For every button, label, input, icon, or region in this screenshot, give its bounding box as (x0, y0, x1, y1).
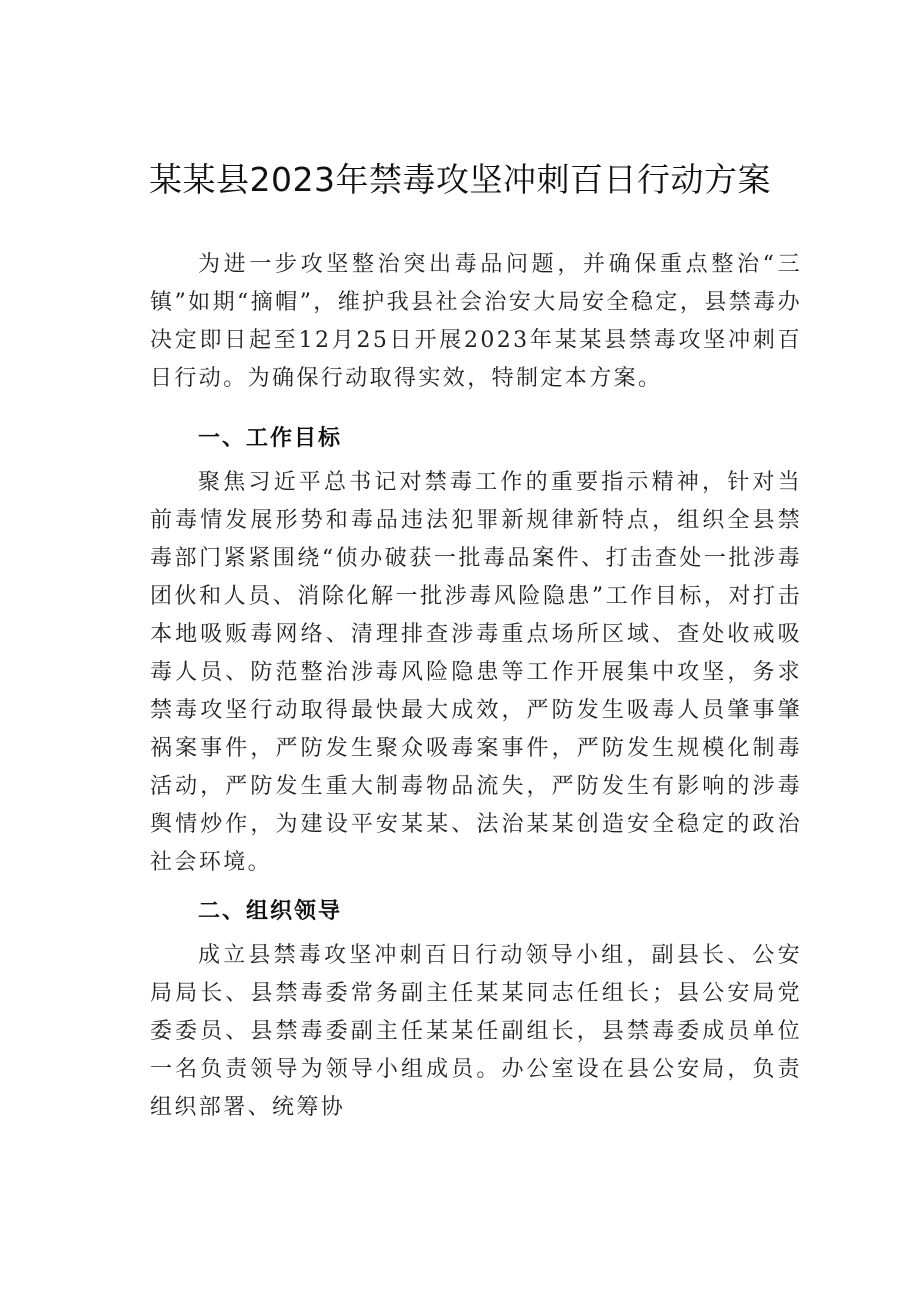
intro-paragraph: 为进一步攻坚整治突出毒品问题，并确保重点整治“三镇”如期“摘帽”，维护我县社会治安大局安全稳定，县禁毒办决定即日起至12月25日开展2023年某某县禁毒攻坚冲刺百日行动。为确保行动取得实效，特制定本方案。 (150, 252, 802, 391)
document-title: 某某县2023年禁毒攻坚冲刺百日行动方案 (149, 160, 771, 199)
organization-paragraph: 成立县禁毒攻坚冲刺百日行动领导小组，副县长、公安局局长、县禁毒委常务副主任某某同志任组长；县公安局党委委员、县禁毒委副主任某某任副组长，县禁毒委成员单位一名负责领导为领导小组成员。办公室设在县公安局，负责组织部署、统筹协 (150, 943, 802, 1120)
section-heading-organization: 二、组织领导 (198, 899, 343, 924)
intro-section (150, 246, 802, 398)
organization-section (150, 937, 802, 1127)
section-heading-goals: 一、工作目标 (198, 426, 343, 451)
goals-section (150, 464, 802, 882)
goals-paragraph: 聚焦习近平总书记对禁毒工作的重要指示精神，针对当前毒情发展形势和毒品违法犯罪新规律新特点，组织全县禁毒部门紧紧围绕“侦办破获一批毒品案件、打击查处一批涉毒团伙和人员、消除化解一批涉毒风险隐患”工作目标，对打击本地吸贩毒网络、清理排查涉毒重点场所区域、查处收戒吸毒人员、防范整治涉毒风险隐患等工作开展集中攻坚，务求禁毒攻坚行动取得最快最大成效，严防发生吸毒人员肇事肇祸案事件，严防发生聚众吸毒案事件，严防发生规模化制毒活动，严防发生重大制毒物品流失，严防发生有影响的涉毒舆情炒作，为建设平安某某、法治某某创造安全稳定的政治社会环境。 (150, 470, 802, 875)
